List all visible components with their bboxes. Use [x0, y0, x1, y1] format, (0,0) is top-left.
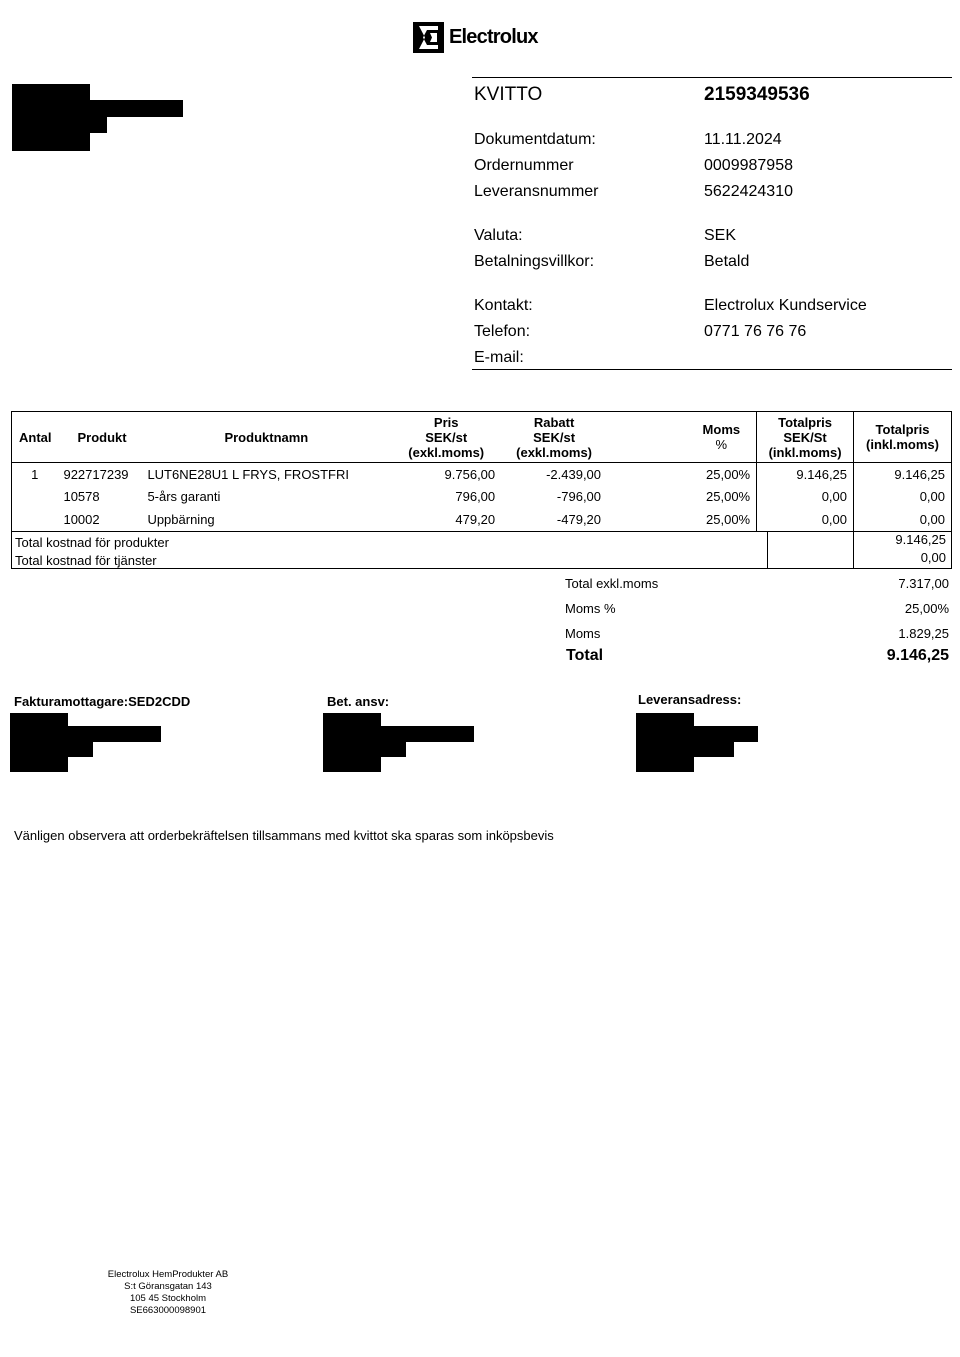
cost-totals: [11, 531, 952, 569]
cell-pris: 479,20: [455, 511, 496, 527]
contact-label: Kontakt:: [474, 297, 533, 314]
col-pris: Pris SEK/st (exkl.moms): [408, 414, 485, 460]
order-number-value: 0009987958: [704, 157, 793, 174]
cell-totalpris: 0,00: [854, 507, 952, 531]
document-date-value: 11.11.2024: [704, 131, 782, 148]
cell-pris: 9.756,00: [444, 466, 496, 482]
cell-rabatt: -479,20: [556, 511, 602, 527]
cell-rabatt: -2.439,00: [546, 466, 602, 482]
cell-totalpris-st: 9.146,25: [757, 463, 854, 486]
total-products-row: [12, 532, 952, 551]
cell-pris: 796,00: [455, 488, 496, 504]
footer-vat: SE663000098901: [129, 1305, 207, 1316]
cell-produkt: 10002: [63, 511, 100, 527]
payment-terms-value: Betald: [704, 253, 750, 270]
table-row: [12, 485, 952, 507]
footer-city: 105 45 Stockholm: [129, 1293, 207, 1304]
col-moms: Moms %: [702, 422, 741, 452]
receipt-number: 2159349536: [704, 84, 810, 105]
delivery-number-value: 5622424310: [704, 183, 793, 200]
cell-produkt: 10578: [63, 488, 100, 504]
currency-label: Valuta:: [474, 227, 523, 244]
cell-antal: [12, 485, 58, 507]
delivery-address-label: Leveransadress:: [638, 692, 742, 707]
footer-company: Electrolux HemProdukter AB: [107, 1269, 229, 1280]
receipt-title: KVITTO: [474, 84, 543, 105]
moms-value: 1.829,25: [898, 626, 949, 641]
col-totalpris: Totalpris (inkl.moms): [854, 412, 952, 463]
moms-pct-value: 25,00%: [904, 601, 949, 616]
invoice-recipient-label: Fakturamottagare:SED2CDD: [14, 694, 191, 709]
brand-name: Electrolux: [449, 25, 538, 48]
grand-total-value: 9.146,25: [886, 647, 949, 664]
col-antal: Antal: [12, 412, 58, 463]
cell-produkt: 922717239: [63, 466, 129, 482]
total-services-label: Total kostnad för tjänster: [15, 553, 157, 568]
receipt-note: Vänligen observera att orderbekräftelsen tillsammans med kvittot ska sparas som inköpsbevis: [14, 828, 554, 843]
contact-value: Electrolux Kundservice: [704, 297, 867, 314]
total-services-value: 0,00: [854, 550, 952, 569]
brand-logo: [413, 20, 538, 54]
col-produkt: Produkt: [77, 429, 127, 445]
currency-value: SEK: [704, 227, 737, 244]
cell-totalpris: 0,00: [854, 485, 952, 507]
cell-moms: 25,00%: [706, 488, 751, 504]
email-label: E-mail:: [474, 349, 524, 366]
total-exkl-label: Total exkl.moms: [565, 576, 659, 591]
electrolux-logo-icon: [413, 22, 444, 53]
cell-rabatt: -796,00: [556, 488, 602, 504]
total-products-label: Total kostnad för produkter: [15, 535, 169, 550]
table-row: [12, 507, 952, 531]
grand-total-label: Total: [566, 647, 604, 664]
moms-pct-label: Moms %: [565, 601, 616, 616]
col-totalpris-st: Totalpris SEK/St (inkl.moms): [757, 412, 854, 463]
table-header-row: [12, 412, 952, 463]
cell-namn: 5-års garanti: [147, 488, 221, 504]
company-footer: [100, 1269, 236, 1317]
phone-label: Telefon:: [474, 323, 531, 340]
col-rabatt: Rabatt SEK/st (exkl.moms): [516, 414, 593, 460]
cell-totalpris-st: 0,00: [757, 485, 854, 507]
document-date-label: Dokumentdatum:: [474, 131, 596, 148]
footer-street: S:t Göransgatan 143: [124, 1281, 212, 1292]
cell-antal: 1: [12, 463, 58, 486]
phone-value: 0771 76 76 76: [704, 323, 807, 340]
delivery-number-label: Leveransnummer: [474, 183, 599, 200]
moms-label: Moms: [565, 626, 601, 641]
total-products-value: 9.146,25: [854, 532, 952, 551]
total-exkl-value: 7.317,00: [898, 576, 949, 591]
cell-moms: 25,00%: [706, 511, 751, 527]
order-number-label: Ordernummer: [474, 157, 574, 174]
cell-namn: Uppbärning: [147, 511, 215, 527]
cell-namn: LUT6NE28U1 L FRYS, FROSTFRI: [147, 466, 349, 482]
cell-totalpris-st: 0,00: [757, 507, 854, 531]
col-produktnamn: Produktnamn: [224, 429, 309, 445]
table-row: [12, 463, 952, 486]
payment-terms-label: Betalningsvillkor:: [474, 253, 595, 270]
cell-antal: [12, 507, 58, 531]
cell-moms: 25,00%: [706, 466, 751, 482]
cell-totalpris: 9.146,25: [854, 463, 952, 486]
responsible-label: Bet. ansv:: [327, 694, 390, 709]
items-table: [11, 411, 952, 531]
